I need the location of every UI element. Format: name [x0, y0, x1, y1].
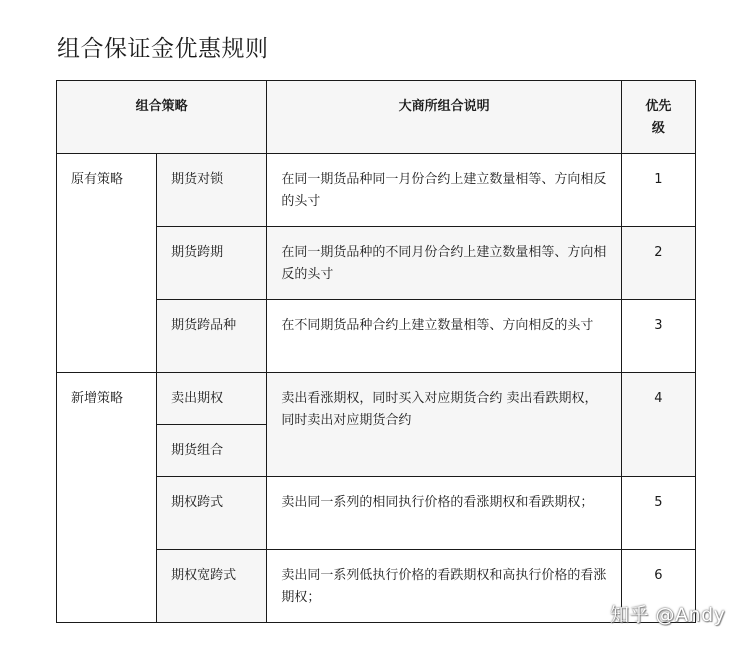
table-header-row: [57, 81, 696, 154]
priority-cell: 5: [621, 477, 695, 550]
margin-rules-table: [56, 80, 696, 623]
description-cell: 在同一期货品种的不同月份合约上建立数量相等、方向相反的头寸: [267, 227, 622, 300]
strategy-cell: 卖出期权: [157, 373, 267, 425]
priority-cell: 1: [621, 154, 695, 227]
header-strategy: 组合策略: [57, 81, 267, 154]
description-cell: 在不同期货品种合约上建立数量相等、方向相反的头寸: [267, 300, 622, 373]
table-row: [57, 154, 696, 227]
strategy-cell: 期权宽跨式: [157, 550, 267, 623]
strategy-cell: 期货跨期: [157, 227, 267, 300]
priority-cell: 2: [621, 227, 695, 300]
header-priority: 优先级: [621, 81, 695, 154]
priority-cell: 6: [621, 550, 695, 623]
description-cell: 在同一期货品种同一月份合约上建立数量相等、方向相反的头寸: [267, 154, 622, 227]
header-description: 大商所组合说明: [267, 81, 622, 154]
description-cell: 卖出看涨期权，同时买入对应期货合约 卖出看跌期权，同时卖出对应期货合约: [267, 373, 622, 477]
priority-cell: 3: [621, 300, 695, 373]
priority-cell: 4: [621, 373, 695, 477]
description-cell: 卖出同一系列低执行价格的看跌期权和高执行价格的看涨期权；: [267, 550, 622, 623]
page-title: 组合保证金优惠规则: [57, 36, 269, 62]
zhihu-watermark: 知乎 @Andy: [610, 604, 726, 626]
strategy-cell: 期货对锁: [157, 154, 267, 227]
strategy-cell: 期货组合: [157, 425, 267, 477]
table-row: [57, 373, 696, 425]
strategy-cell: 期权跨式: [157, 477, 267, 550]
group-name-original: 原有策略: [57, 154, 157, 373]
description-cell: 卖出同一系列的相同执行价格的看涨期权和看跌期权；: [267, 477, 622, 550]
strategy-cell: 期货跨品种: [157, 300, 267, 373]
group-name-new: 新增策略: [57, 373, 157, 623]
